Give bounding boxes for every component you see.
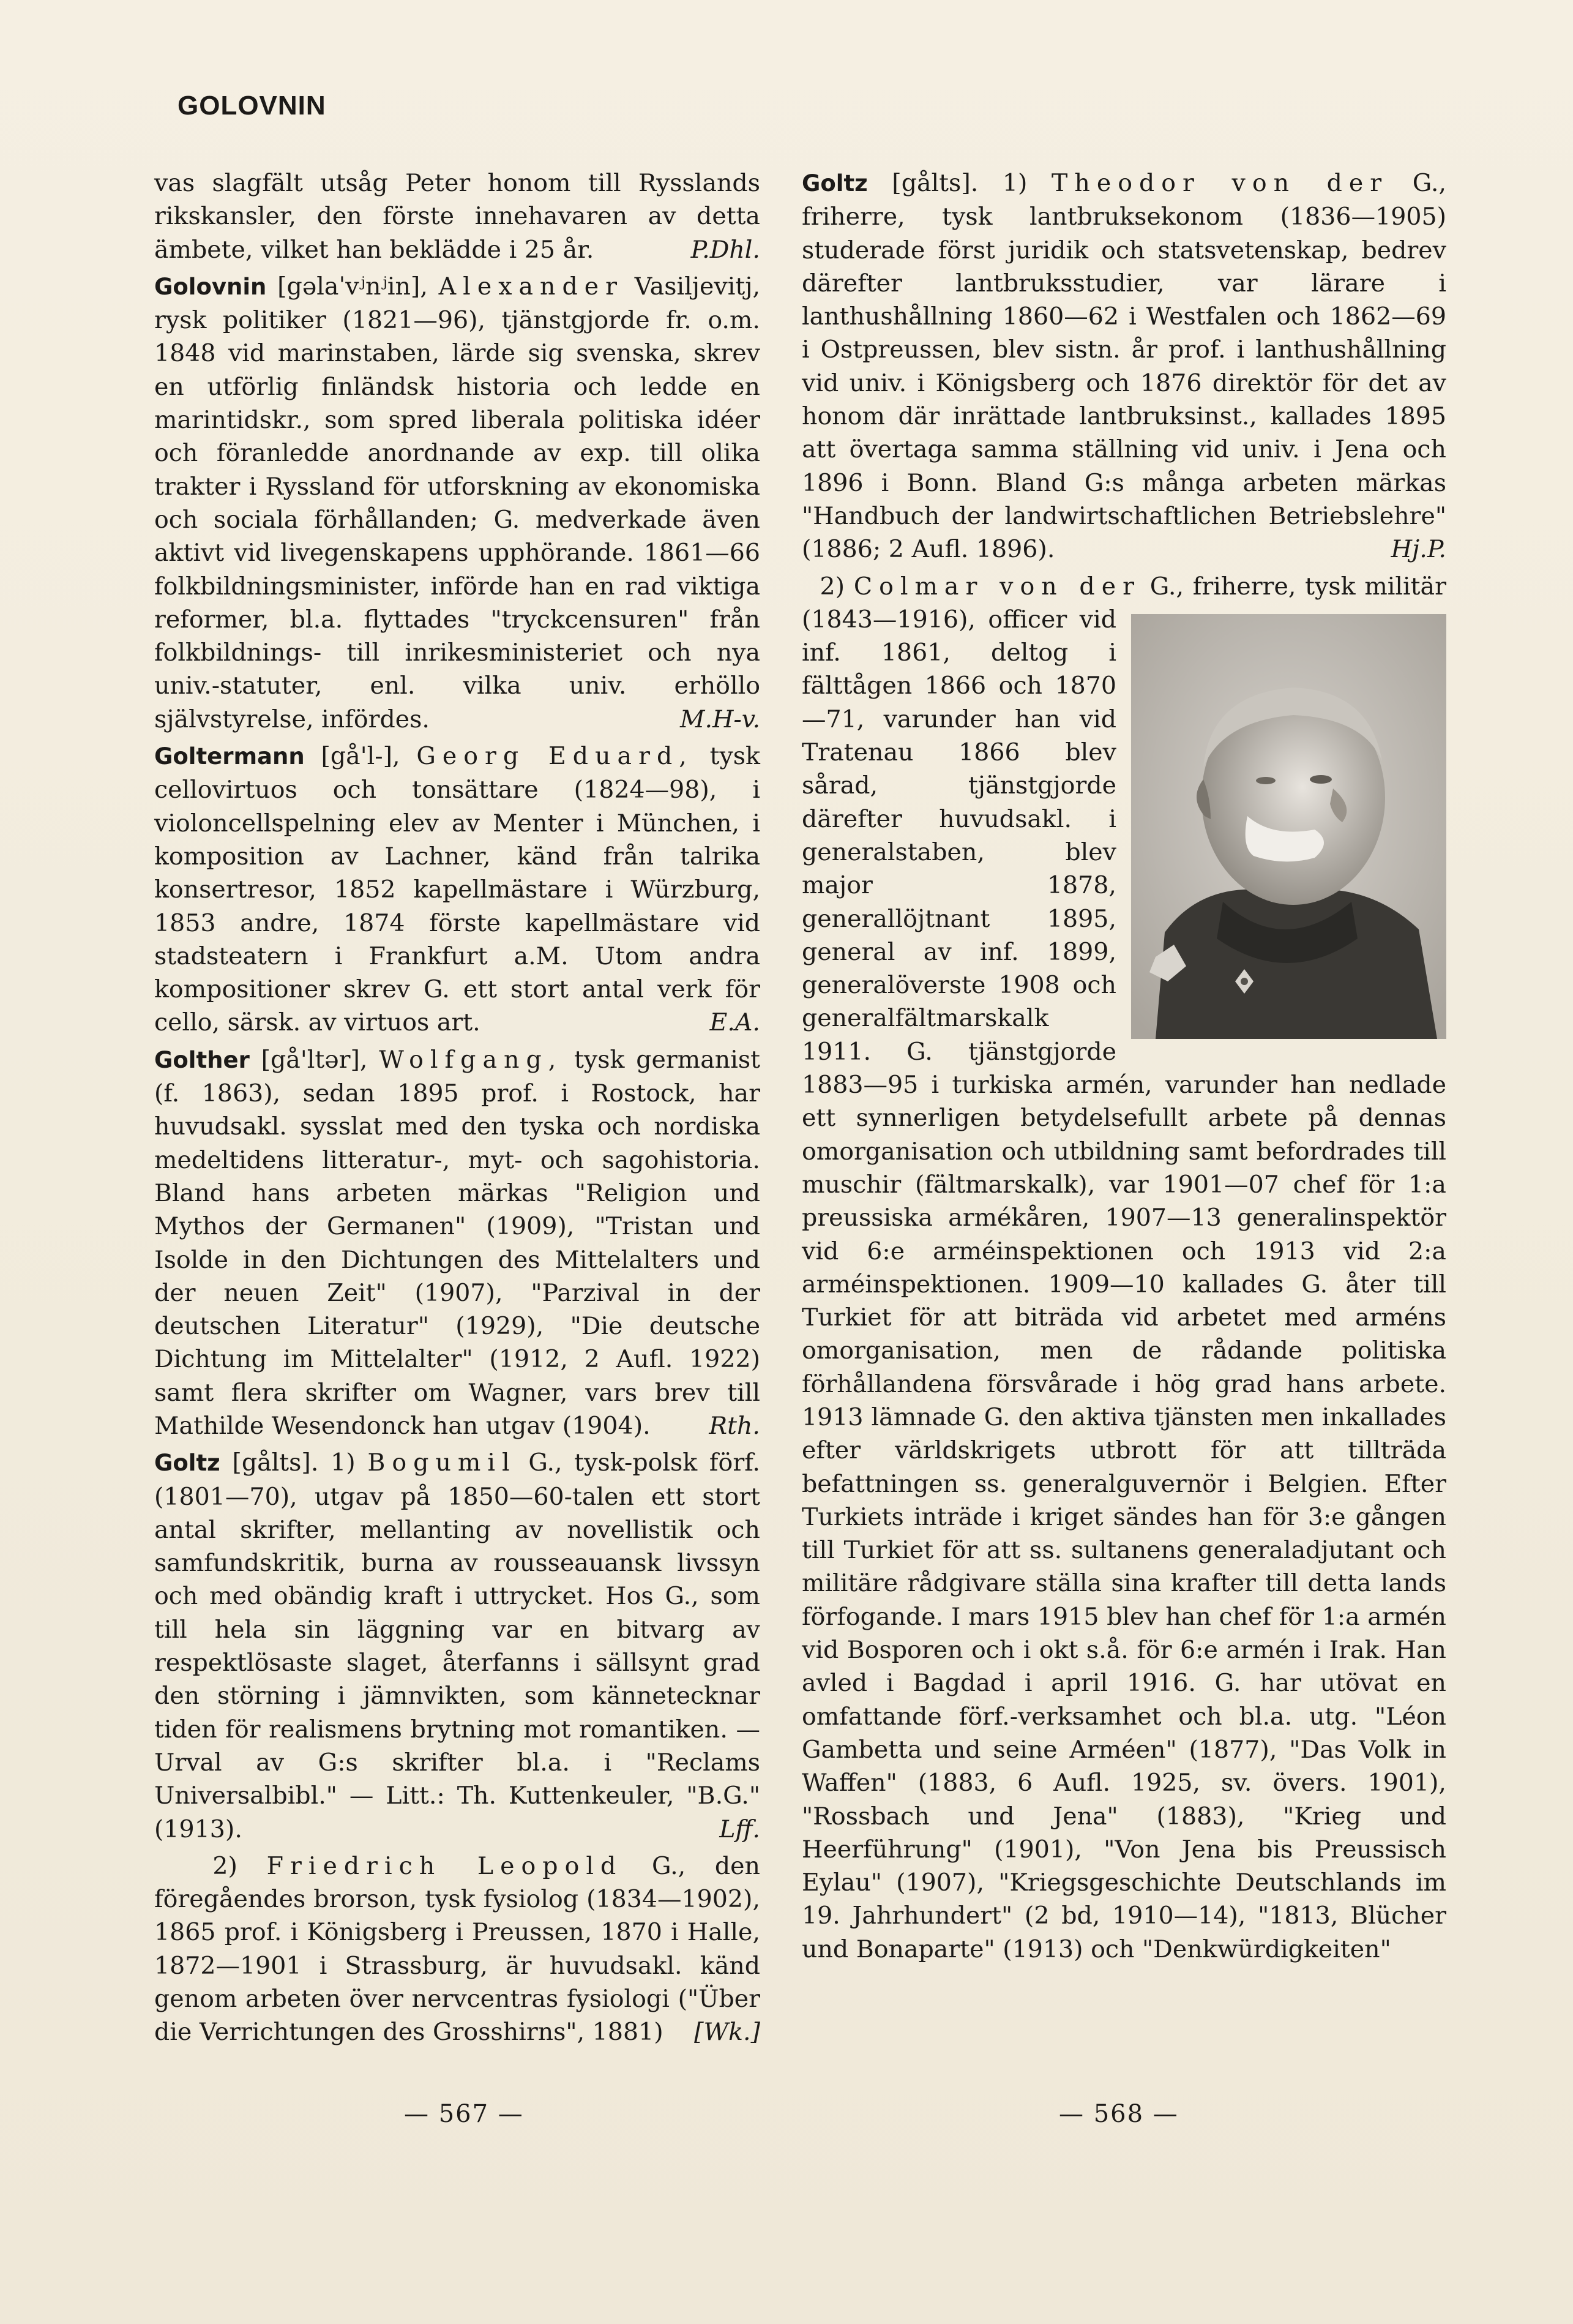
entry-text: vas slagfält utsåg Peter honom till Rysslands rikskansler, den förste innehavaren av detta ämbete, vilket han beklädde i 25 år.	[154, 169, 760, 264]
entry-goltz-theodor	[802, 167, 1446, 566]
entry-goltermann	[154, 740, 760, 1040]
author-signature: P.Dhl.	[690, 235, 760, 264]
headword: Goltermann	[154, 743, 305, 770]
author-signature: M.H-v.	[680, 705, 760, 733]
page-number-left: — 567 —	[404, 2100, 524, 2128]
pronunciation: [gå'ltər],	[261, 1045, 368, 1074]
author-signature: [Wk.]	[694, 2018, 760, 2047]
entry-goltz-colmar	[802, 570, 1446, 1966]
entry-text: G., den föregåendes brorson, tysk fysiolog (1834—1902), 1865 prof. i Königsberg i Preussen, 1870 i Halle, 1872—1901 i Strassburg, är huvudsakl. känd genom arbeten över nervcentras fysiologi ("Über die Verrichtungen des Grosshirns", 1881)	[154, 1851, 760, 2047]
given-name: Friedrich Leopold	[266, 1851, 623, 1880]
entry-continuation	[154, 167, 760, 266]
entry-text: G., tysk-polsk förf. (1801—70), utgav på 1850—60-talen ett stort antal skrifter, mellanting av novellistik och samfundskritik, burna av rousseauansk livssyn och med obändig kraft i uttrycket. Hos G., som till hela sin läggning var en bitvarg av respektlösaste slaget, återfanns i sällsynt grad den störning i jämnvikten, som kännetecknar tiden för realismens brytning mot romantiken. — Urval av G:s skrifter bl.a. i "Reclams Universalbibl." — Litt.: Th. Kuttenkeuler, "B.G." (1913).	[154, 1449, 760, 1843]
entry-goltz-friedrich	[154, 1850, 760, 2049]
page-number-right: — 568 —	[1059, 2100, 1179, 2128]
running-head: GOLOVNIN	[177, 91, 326, 121]
sub-entry-number: 1)	[1002, 169, 1028, 197]
pronunciation: [gålts].	[892, 169, 979, 197]
entry-goltz-bogumil	[154, 1446, 760, 1846]
pronunciation: [gå'l-],	[321, 742, 400, 771]
given-name: Wolfgang,	[379, 1045, 563, 1074]
portrait-photo-icon	[1131, 614, 1446, 1039]
right-column	[802, 167, 1446, 1966]
given-name: Alexander	[438, 272, 624, 301]
headword: Golovnin	[154, 273, 267, 300]
entry-golovnin: Golovnin [gəlaˈvʲnʲin], Alexander Vasiljevitj, rysk politiker (1821—96), tjänstgjorde fr. o.m. 1848 vid marinstaben, lärde sig svenska, skrev en utförlig finländsk historia och ledde en marintidskr., som spred liberala politiska idéer och föranledde anordnande av exp. till olika trakter i Ryssland för utforskning av ekonomiska och sociala förhållanden; G. medverkade även aktivt vid livegenskapens upphörande. 1861—66 folkbildningsminister, införde han en rad viktiga reformer, bl.a. flyttades "tryckcensuren" från folkbildnings- till inrikesministeriet och nya univ.-statuter, enl. vilka univ. erhöllo självstyrelse, infördes. M.H-v.	[154, 270, 760, 736]
sub-entry-number: 2)	[820, 572, 845, 601]
sub-entry-number: 2)	[212, 1851, 237, 1880]
entry-text: G., friherre, tysk lantbruksekonom (1836—1905) studerade först juridik och statsvetenskap, bedrev därefter lantbruksstudier, var lärare i lanthushållning 1860—62 i Westfalen och 1862—69 i Ostpreussen, blev sistn. år prof. i lanthushållning vid univ. i Königsberg och 1876 direktör för det av honom där inrättade lantbruksinst., kallades 1895 att övertaga samma ställning vid univ. i Jena och 1896 i Bonn. Bland G:s många arbeten märkas "Handbuch der landwirtschaftlichen Betriebslehre" (1886; 2 Aufl. 1896).	[802, 169, 1447, 564]
entry-golther	[154, 1043, 760, 1443]
author-signature: E.A.	[709, 1008, 760, 1037]
entry-text: G., friherre, tysk militär (1843—1916), officer vid inf. 1861, deltog i fälttågen 1866 och 1870—71, varunder han vid Tratenau 1866 blev sårad, tjänstgjorde därefter huvudsakl. i generalstaben, blev major 1878, generallöjtnant 1895, general av inf. 1899, generalöverste 1908 och generalfältmarskalk 1911. G. tjänstgjorde 1883—95 i turkiska armén, varunder han nedlade ett synnerligen betydelsefullt arbete på dennas omorganisation och utbildning samt befordrades till muschir (fältmarskalk), var 1901—07 chef för 1:a preussiska armékåren, 1907—13 generalinspektör vid 6:e arméinspektionen och 1913 vid 2:a arméinspektionen. 1909—10 kallades G. åter till Turkiet för att biträda vid arbetet med arméns omorganisation, men de rådande politiska förhållandena försvårade i hög grad hans arbete. 1913 lämnade G. den aktiva tjänsten men inkallades efter världskrigets utbrott för att tillträda befattningen ss. generalguvernör i Belgien. Efter Turkiets inträde i kriget sändes han för 3:e gången till Turkiet för att ss. sultanens generaladjutant och militäre rådgivare ställa sina krafter till detta lands förfogande. I mars 1915 blev han chef för 1:a armén vid Bosporen och i okt s.å. för 6:e armén i Irak. Han avled i Bagdad i april 1916. G. har utövat en omfattande förf.-verksamhet och bl.a. utg. "Léon Gambetta und seine Arméen" (1877), "Das Volk in Waffen" (1883, 6 Aufl. 1925, sv. övers. 1901), "Rossbach und Jena" (1883), "Krieg und Heerführung" (1901), "Von Jena bis Preussisch Eylau" (1907), "Kriegsgeschichte Deutschlands im 19. Jahrhundert" (2 bd, 1910—14), "1813, Blücher und Bonaparte" (1913) och "Denkwürdigkeiten"	[802, 572, 1446, 1963]
given-name: Bogumil	[367, 1449, 517, 1477]
author-signature: Lff.	[719, 1815, 760, 1843]
sub-entry-number: 1)	[331, 1449, 356, 1477]
given-name: Colmar von der	[853, 572, 1141, 601]
headword: Goltz	[154, 1450, 220, 1477]
left-column	[154, 167, 760, 2049]
author-signature: Rth.	[709, 1411, 760, 1440]
entry-text: tysk cellovirtuos och tonsättare (1824—98), i violoncellspelning elev av Menter i München, i komposition av Lachner, känd från talrika konsertresor, 1852 kapellmästare i Würzburg, 1853 andre, 1874 förste kapellmästare vid stadsteatern i Frankfurt a.M. Utom andra kompositioner skrev G. ett stort antal verk för cello, särsk. av virtuos art.	[154, 742, 760, 1037]
entry-text: Vasiljevitj, rysk politiker (1821—96), tjänstgjorde fr. o.m. 1848 vid marinstaben, lärde sig svenska, skrev en utförlig finländsk historia och ledde en marintidskr., som spred liberala politiska idéer och föranledde anordnande av exp. till olika trakter i Ryssland för utforskning av ekonomiska och sociala förhållanden; G. medverkade även aktivt vid livegenskapens upphörande. 1861—66 folkbildningsminister, införde han en rad viktiga reformer, bl.a. flyttades "tryckcensuren" från folkbildnings- till inrikesministeriet och nya univ.-statuter, enl. vilka univ. erhöllo självstyrelse, infördes.	[154, 272, 760, 733]
entry-text: tysk germanist (f. 1863), sedan 1895 prof. i Rostock, har huvudsakl. sysslat med den tyska och nordiska medeltidens litteratur-, myt- och sagohistoria. Bland hans arbeten märkas "Religion und Mythos der Germanen" (1909), "Tristan und Isolde in den Dichtungen des Mittelalters und der neuen Zeit" (1907), "Parzival in der deutschen Literatur" (1929), "Die deutsche Dichtung im Mittelalter" (1912, 2 Aufl. 1922) samt flera skrifter om Wagner, vars brev till Mathilde Wesendonck han utgav (1904).	[154, 1045, 760, 1440]
author-signature: Hj.P.	[1391, 535, 1446, 564]
given-name: Theodor von der	[1052, 169, 1389, 197]
headword: Goltz	[802, 170, 868, 197]
given-name: Georg Eduard,	[416, 742, 693, 771]
headword: Golther	[154, 1046, 250, 1073]
pronunciation: [gəlaˈvʲnʲin]	[277, 272, 420, 301]
pronunciation: [gålts].	[232, 1449, 319, 1477]
